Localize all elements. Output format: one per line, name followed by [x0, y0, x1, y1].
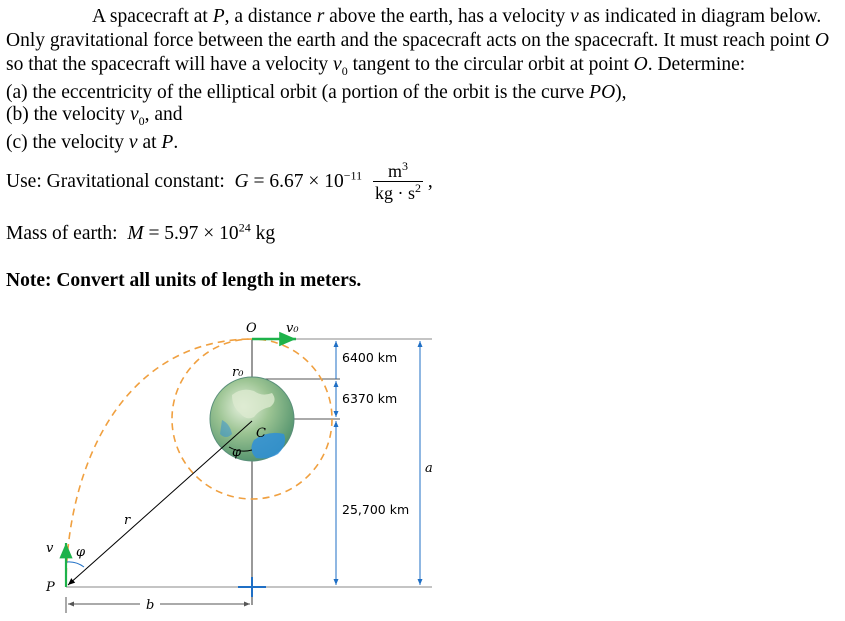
part-c: (c) the velocity v at P. [6, 132, 179, 153]
problem-line-1: A spacecraft at P, a distance r above the earth, has a velocity v as indicated in diagram below. [92, 6, 822, 27]
label-v0: v₀ [286, 321, 299, 336]
label-P: P [46, 580, 55, 595]
earth-icon [210, 377, 294, 461]
problem-line-2: Only gravitational force between the earth and the spacecraft acts on the spacecraft. It must reach point O [6, 30, 829, 51]
part-a: (a) the eccentricity of the elliptical orbit (a portion of the orbit is the curve PO), [6, 82, 627, 103]
label-r0: r₀ [232, 365, 244, 380]
note: Note: Convert all units of length in meters. [6, 270, 362, 291]
label-6370-km: 6370 km [342, 391, 398, 406]
G-unit-fraction: $\frac{m^3}{kg \cdot s^2}$ [374, 159, 421, 204]
label-phi-P: φ [76, 545, 86, 560]
phi-arc-P [66, 562, 84, 567]
orbit-diagram [0, 300, 845, 621]
label-6400-km: 6400 km [342, 350, 398, 365]
label-b: b [146, 598, 155, 613]
label-phi-earth: φ [232, 445, 242, 460]
part-b: (b) the velocity $v_0$, and [6, 104, 183, 128]
earth-mass: Mass of earth: $M = 5.97 \times 10^{24}$ kg [6, 220, 276, 244]
label-a: a [425, 461, 433, 476]
elliptical-orbit-arc [66, 339, 252, 587]
problem-line-3: so that the spacecraft will have a velocity $v_0$ tangent to the circular orbit at point O. Determine: [6, 54, 746, 78]
gravitational-constant: Use: Gravitational constant: $G = 6.67 \times 10^{-11}$ $\frac{m^3}{kg \cdot s^2}$ , [6, 159, 433, 204]
label-25700-km: 25,700 km [342, 502, 410, 517]
label-v: v [46, 541, 54, 556]
label-C: C [256, 426, 266, 441]
label-r: r [124, 513, 131, 528]
label-O: O [246, 321, 257, 336]
